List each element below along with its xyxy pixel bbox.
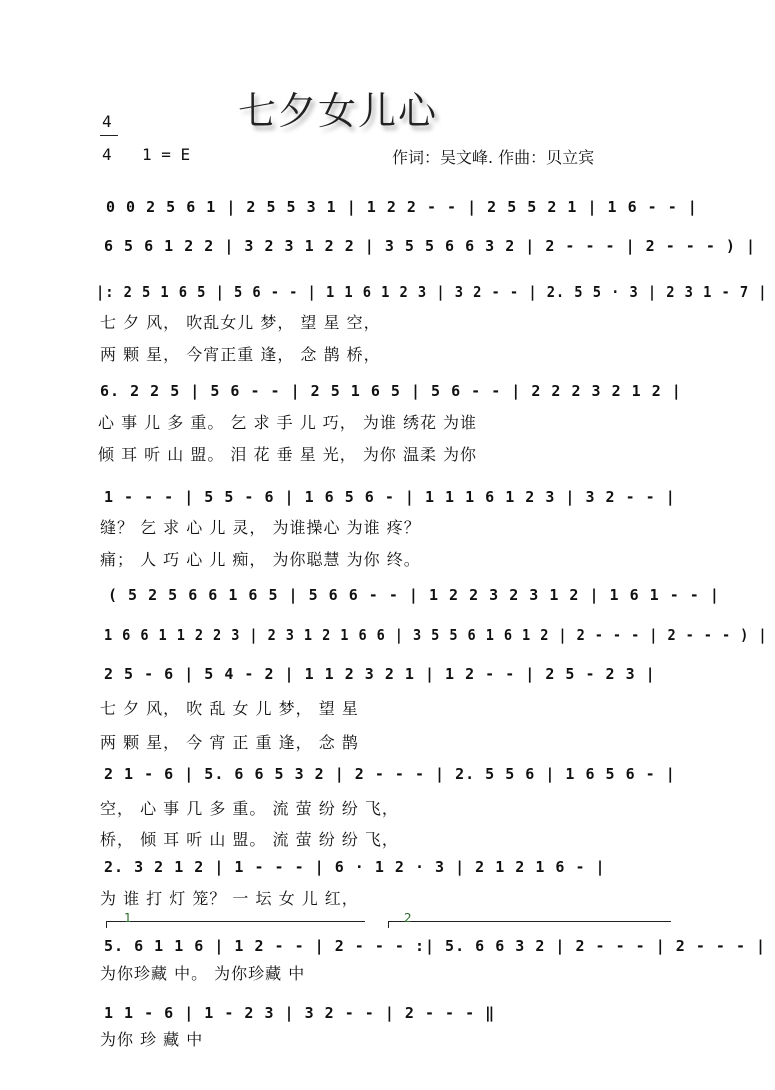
score-row-lyric: 桥， 倾 耳 听 山 盟。 流 萤 纷 纷 飞， <box>100 830 399 849</box>
score-row-lyric: 空， 心 事 几 多 重。 流 萤 纷 纷 飞， <box>100 799 399 818</box>
score-row-lyric: 为你 珍 藏 中 <box>100 1030 204 1049</box>
score-row-lyric: 缝？ 乞 求 心 儿 灵， 为谁操心 为谁 疼？ <box>100 518 421 537</box>
credits: 作词：吴文峰. 作曲：贝立宾 <box>392 148 595 167</box>
score-row-music: 2. 3 2 1 2 | 1 - - - | 6 · 1 2 · 3 | 2 1 2 1 6 - | <box>104 858 606 876</box>
key-signature: 1 = E <box>142 145 191 164</box>
score-row-lyric: 两 颗 星， 今 宵 正 重 逢， 念 鹊 <box>100 733 359 752</box>
score-row-lyric: 为 谁 打 灯 笼？ 一 坛 女 儿 红， <box>100 889 359 908</box>
volta-bracket-second <box>388 921 671 928</box>
score-row-lyric: 为你珍藏 中。 为你珍藏 中 <box>100 964 306 983</box>
score-row-lyric: 心 事 儿 多 重。 乞 求 手 儿 巧， 为谁 绣花 为谁 <box>98 413 478 432</box>
score-row-music: 5. 6 1 1 6 | 1 2 - - | 2 - - - :| 5. 6 6 3 2 | 2 - - - | 2 - - - | <box>104 937 767 955</box>
volta-label-second: 2 <box>404 911 412 925</box>
score-row-lyric: 倾 耳 听 山 盟。 泪 花 垂 星 光， 为你 温柔 为你 <box>98 445 478 464</box>
score-row-music: 2 1 - 6 | 5. 6 6 5 3 2 | 2 - - - | 2. 5 5 6 | 1 6 5 6 - | <box>104 765 676 783</box>
score-row-lyric: 七 夕 风， 吹乱女儿 梦， 望 星 空， <box>100 313 381 332</box>
score-row-music: 1 6 6 1 1 2 2 3 | 2 3 1 2 1 6 6 | 3 5 5 6 1 6 1 2 | 2 - - - | 2 - - - ) | <box>104 626 768 644</box>
volta-label-first: 1 <box>124 911 132 925</box>
score-row-music: |: 2 5 1 6 5 | 5 6 - - | 1 1 6 1 2 3 | 3 2 - - | 2. 5 5 · 3 | 2 3 1 - 7 | <box>96 283 768 301</box>
song-title: 七夕女儿心 <box>238 89 439 133</box>
time-signature-fraction-bar <box>100 135 118 136</box>
score-row-music: 1 1 - 6 | 1 - 2 3 | 3 2 - - | 2 - - - ‖ <box>104 1004 496 1022</box>
score-row-lyric: 痛； 人 巧 心 儿 痴， 为你聪慧 为你 终。 <box>100 550 421 569</box>
score-row-music: ( 5 2 5 6 6 1 6 5 | 5 6 6 - - | 1 2 2 3 2 3 1 2 | 1 6 1 - - | <box>108 586 720 604</box>
score-row-music: 1 - - - | 5 5 - 6 | 1 6 5 6 - | 1 1 1 6 1 2 3 | 3 2 - - | <box>104 488 676 506</box>
score-row-music: 6 5 6 1 2 2 | 3 2 3 1 2 2 | 3 5 5 6 6 3 2 | 2 - - - | 2 - - - ) | <box>104 237 756 255</box>
score-row-music: 0 0 2 5 6 1 | 2 5 5 3 1 | 1 2 2 - - | 2 5 5 2 1 | 1 6 - - | <box>106 198 698 216</box>
volta-bracket-first <box>106 921 365 928</box>
score-row-music: 2 5 - 6 | 5 4 - 2 | 1 1 2 3 2 1 | 1 2 - - | 2 5 - 2 3 | <box>104 665 656 683</box>
score-row-lyric: 两 颗 星， 今宵正重 逢， 念 鹊 桥， <box>100 345 381 364</box>
time-signature-denominator: 4 <box>102 145 112 164</box>
score-row-music: 6. 2 2 5 | 5 6 - - | 2 5 1 6 5 | 5 6 - - | 2 2 2 3 2 1 2 | <box>100 382 682 400</box>
score-row-lyric: 七 夕 风， 吹 乱 女 儿 梦， 望 星 <box>100 699 359 718</box>
time-signature-numerator: 4 <box>102 112 112 131</box>
